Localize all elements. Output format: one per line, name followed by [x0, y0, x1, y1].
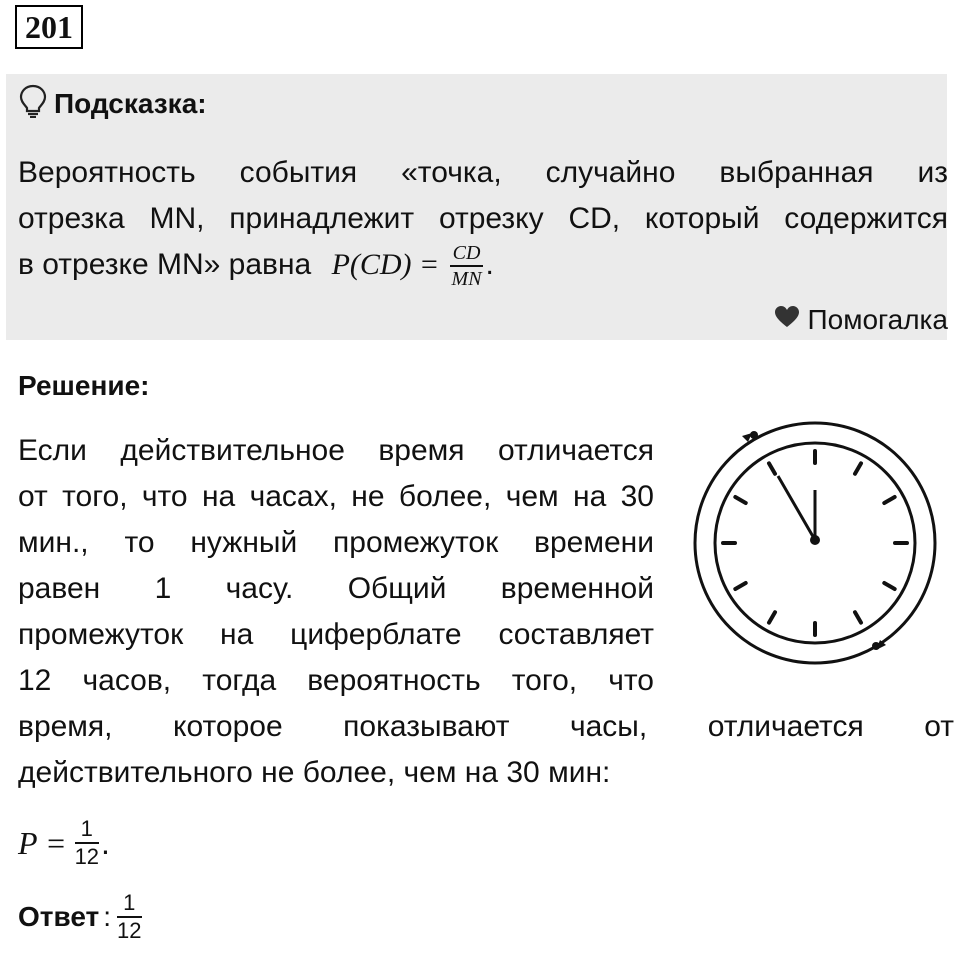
- solution-formula: [18, 818, 110, 868]
- hint-line-1: Вероятность события «точка, случайно выбранная из: [18, 156, 948, 189]
- solution-title: Решение:: [18, 370, 150, 401]
- answer-colon: :: [103, 901, 112, 932]
- solution-formula-end: .: [101, 824, 110, 861]
- clock-tick: [769, 463, 775, 473]
- clock-tick: [855, 612, 861, 622]
- solution-line-5: промежуток на циферблате составляет: [18, 618, 654, 651]
- clock-tick: [884, 583, 894, 589]
- clock-tick: [769, 612, 775, 622]
- hint-line-3-text: в отрезке MN» равна: [18, 248, 312, 281]
- solution-formula-denominator: 12: [74, 844, 100, 869]
- hint-body: [18, 150, 948, 289]
- hint-title-text: Подсказка:: [54, 88, 207, 119]
- solution-line-8: действительного не более, чем на 30 мин:: [18, 756, 611, 789]
- clock-illustration: [690, 418, 940, 668]
- solution-formula-lhs: P =: [18, 824, 67, 861]
- solution-line-1: Если действительное время отличается: [18, 434, 654, 467]
- hint-title: [18, 86, 207, 122]
- solution-formula-numerator: 1: [75, 818, 99, 844]
- solution-line-7: время, которое показывают часы, отличается от: [18, 710, 954, 743]
- hint-formula-end: .: [485, 248, 494, 281]
- answer: [18, 892, 144, 942]
- hint-formula-numerator: CD: [450, 243, 484, 267]
- answer-fraction: [117, 892, 141, 942]
- solution-formula-fraction: [75, 818, 99, 868]
- answer-denominator: 12: [117, 918, 142, 943]
- clock-tick: [735, 583, 745, 589]
- credit-text: Помогалка: [807, 304, 948, 335]
- clock-tick: [855, 463, 861, 473]
- clock-tick: [735, 497, 745, 503]
- clock-arc-point-top: [750, 431, 758, 439]
- solution-line-6: 12 часов, тогда вероятность того, что: [18, 664, 654, 697]
- solution-line-4: равен 1 часу. Общий временной: [18, 572, 654, 605]
- answer-label: Ответ: [18, 901, 100, 932]
- hint-formula-denominator: MN: [451, 268, 482, 291]
- hint-line-2: отрезка MN, принадлежит отрезку CD, который содержится: [18, 202, 948, 235]
- solution-body: [18, 428, 954, 796]
- lightbulb-icon: [18, 84, 48, 125]
- hint-formula-fraction: [450, 243, 484, 289]
- hint-line-3: [18, 242, 494, 291]
- hint-formula-lhs: P(CD) =: [331, 248, 440, 281]
- clock-tick: [884, 497, 894, 503]
- clock-center: [810, 535, 820, 545]
- solution-line-2: от того, что на часах, не более, чем на 30: [18, 480, 654, 513]
- solution-line-3: мин., то нужный промежуток времени: [18, 526, 654, 559]
- clock-hour-hand: [778, 476, 815, 540]
- answer-numerator: 1: [117, 892, 141, 918]
- credit: [774, 302, 948, 338]
- heart-icon: [774, 304, 800, 336]
- problem-number: 201: [15, 5, 83, 49]
